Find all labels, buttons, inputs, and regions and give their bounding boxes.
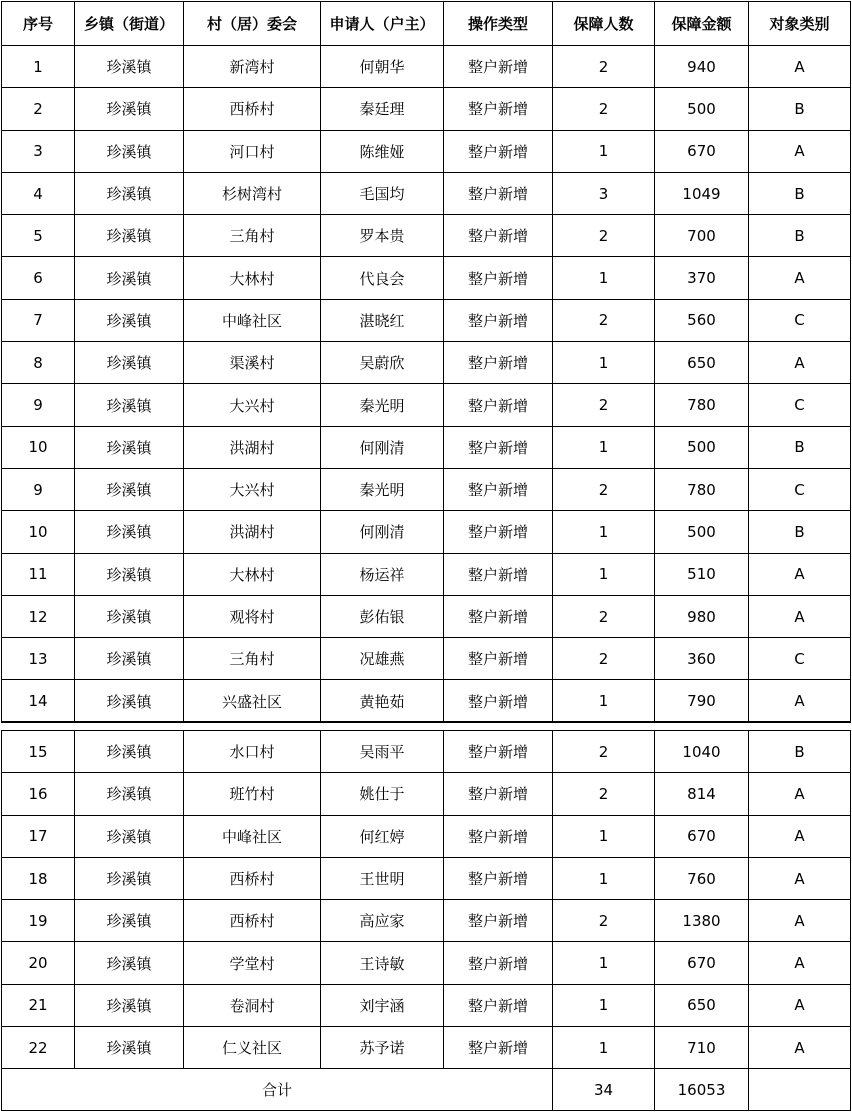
applicant-cell: 秦光明 bbox=[321, 468, 444, 510]
category-cell: A bbox=[749, 553, 851, 595]
operation-cell: 整户新增 bbox=[444, 857, 553, 899]
category-cell: C bbox=[749, 384, 851, 426]
category-cell: C bbox=[749, 468, 851, 510]
seq-cell: 10 bbox=[2, 511, 75, 553]
category-cell: C bbox=[749, 638, 851, 680]
amount-cell: 510 bbox=[655, 553, 749, 595]
operation-cell: 整户新增 bbox=[444, 511, 553, 553]
persons-cell: 1 bbox=[553, 857, 655, 899]
persons-cell: 2 bbox=[553, 46, 655, 88]
applicant-cell: 代良会 bbox=[321, 257, 444, 299]
operation-cell: 整户新增 bbox=[444, 46, 553, 88]
category-cell: A bbox=[749, 595, 851, 637]
applicant-cell: 何刚清 bbox=[321, 426, 444, 468]
applicant-cell: 何刚清 bbox=[321, 511, 444, 553]
persons-cell: 2 bbox=[553, 215, 655, 257]
town-cell: 珍溪镇 bbox=[75, 46, 184, 88]
village-cell: 中峰社区 bbox=[184, 299, 321, 341]
applicant-cell: 姚仕于 bbox=[321, 773, 444, 815]
amount-cell: 1380 bbox=[655, 900, 749, 942]
town-cell: 珍溪镇 bbox=[75, 426, 184, 468]
amount-cell: 780 bbox=[655, 468, 749, 510]
operation-cell: 整户新增 bbox=[444, 384, 553, 426]
category-cell: A bbox=[749, 342, 851, 384]
operation-cell: 整户新增 bbox=[444, 680, 553, 722]
table-row bbox=[2, 468, 851, 510]
village-cell: 学堂村 bbox=[184, 942, 321, 984]
table-row bbox=[2, 815, 851, 857]
table-row bbox=[2, 731, 851, 773]
table-row bbox=[2, 942, 851, 984]
town-cell: 珍溪镇 bbox=[75, 468, 184, 510]
applicant-cell: 吴雨平 bbox=[321, 731, 444, 773]
seq-cell: 3 bbox=[2, 130, 75, 172]
town-cell: 珍溪镇 bbox=[75, 984, 184, 1026]
applicant-cell: 吴蔚欣 bbox=[321, 342, 444, 384]
amount-cell: 700 bbox=[655, 215, 749, 257]
amount-cell: 760 bbox=[655, 857, 749, 899]
town-cell: 珍溪镇 bbox=[75, 680, 184, 722]
applicant-cell: 何红婷 bbox=[321, 815, 444, 857]
applicant-cell: 毛国均 bbox=[321, 172, 444, 214]
applicant-cell: 彭佑银 bbox=[321, 595, 444, 637]
category-cell: A bbox=[749, 1027, 851, 1069]
seq-cell: 14 bbox=[2, 680, 75, 722]
applicant-cell: 王诗敏 bbox=[321, 942, 444, 984]
seq-cell: 2 bbox=[2, 88, 75, 130]
table-row bbox=[2, 638, 851, 680]
applicant-cell: 罗本贵 bbox=[321, 215, 444, 257]
applicant-cell: 黄艳茹 bbox=[321, 680, 444, 722]
operation-cell: 整户新增 bbox=[444, 638, 553, 680]
amount-cell: 1049 bbox=[655, 172, 749, 214]
header-cell: 对象类别 bbox=[749, 2, 851, 46]
amount-cell: 1040 bbox=[655, 731, 749, 773]
seq-cell: 10 bbox=[2, 426, 75, 468]
town-cell: 珍溪镇 bbox=[75, 773, 184, 815]
village-cell: 观将村 bbox=[184, 595, 321, 637]
village-cell: 西桥村 bbox=[184, 88, 321, 130]
village-cell: 大林村 bbox=[184, 553, 321, 595]
seq-cell: 22 bbox=[2, 1027, 75, 1069]
operation-cell: 整户新增 bbox=[444, 815, 553, 857]
operation-cell: 整户新增 bbox=[444, 900, 553, 942]
total-amount: 16053 bbox=[655, 1069, 749, 1111]
seq-cell: 13 bbox=[2, 638, 75, 680]
operation-cell: 整户新增 bbox=[444, 88, 553, 130]
seq-cell: 18 bbox=[2, 857, 75, 899]
operation-cell: 整户新增 bbox=[444, 299, 553, 341]
persons-cell: 1 bbox=[553, 680, 655, 722]
seq-cell: 8 bbox=[2, 342, 75, 384]
table-row bbox=[2, 773, 851, 815]
town-cell: 珍溪镇 bbox=[75, 257, 184, 299]
operation-cell: 整户新增 bbox=[444, 215, 553, 257]
amount-cell: 500 bbox=[655, 426, 749, 468]
table-row bbox=[2, 857, 851, 899]
town-cell: 珍溪镇 bbox=[75, 857, 184, 899]
seq-cell: 15 bbox=[2, 731, 75, 773]
total-category bbox=[749, 1069, 851, 1111]
applicant-cell: 刘宇涵 bbox=[321, 984, 444, 1026]
persons-cell: 2 bbox=[553, 595, 655, 637]
town-cell: 珍溪镇 bbox=[75, 130, 184, 172]
table-row bbox=[2, 172, 851, 214]
allowance-table-part1 bbox=[1, 1, 851, 723]
seq-cell: 6 bbox=[2, 257, 75, 299]
category-cell: B bbox=[749, 172, 851, 214]
table-body-part2 bbox=[2, 731, 851, 1069]
amount-cell: 560 bbox=[655, 299, 749, 341]
persons-cell: 2 bbox=[553, 384, 655, 426]
village-cell: 水口村 bbox=[184, 731, 321, 773]
page-break-divider bbox=[1, 721, 850, 722]
applicant-cell: 秦廷理 bbox=[321, 88, 444, 130]
category-cell: B bbox=[749, 511, 851, 553]
persons-cell: 1 bbox=[553, 511, 655, 553]
village-cell: 大林村 bbox=[184, 257, 321, 299]
table-row bbox=[2, 553, 851, 595]
town-cell: 珍溪镇 bbox=[75, 215, 184, 257]
category-cell: A bbox=[749, 257, 851, 299]
operation-cell: 整户新增 bbox=[444, 468, 553, 510]
amount-cell: 650 bbox=[655, 342, 749, 384]
operation-cell: 整户新增 bbox=[444, 595, 553, 637]
amount-cell: 710 bbox=[655, 1027, 749, 1069]
persons-cell: 3 bbox=[553, 172, 655, 214]
applicant-cell: 杨运祥 bbox=[321, 553, 444, 595]
operation-cell: 整户新增 bbox=[444, 172, 553, 214]
table-row bbox=[2, 1027, 851, 1069]
header-cell: 申请人（户主） bbox=[321, 2, 444, 46]
village-cell: 西桥村 bbox=[184, 857, 321, 899]
seq-cell: 5 bbox=[2, 215, 75, 257]
village-cell: 杉树湾村 bbox=[184, 172, 321, 214]
amount-cell: 360 bbox=[655, 638, 749, 680]
town-cell: 珍溪镇 bbox=[75, 595, 184, 637]
persons-cell: 2 bbox=[553, 900, 655, 942]
applicant-cell: 苏予诺 bbox=[321, 1027, 444, 1069]
applicant-cell: 秦光明 bbox=[321, 384, 444, 426]
amount-cell: 670 bbox=[655, 815, 749, 857]
persons-cell: 1 bbox=[553, 1027, 655, 1069]
seq-cell: 20 bbox=[2, 942, 75, 984]
town-cell: 珍溪镇 bbox=[75, 88, 184, 130]
village-cell: 渠溪村 bbox=[184, 342, 321, 384]
town-cell: 珍溪镇 bbox=[75, 384, 184, 426]
table-row bbox=[2, 384, 851, 426]
applicant-cell: 陈维娅 bbox=[321, 130, 444, 172]
amount-cell: 780 bbox=[655, 384, 749, 426]
persons-cell: 1 bbox=[553, 342, 655, 384]
village-cell: 洪湖村 bbox=[184, 426, 321, 468]
operation-cell: 整户新增 bbox=[444, 342, 553, 384]
category-cell: C bbox=[749, 299, 851, 341]
village-cell: 大兴村 bbox=[184, 384, 321, 426]
town-cell: 珍溪镇 bbox=[75, 299, 184, 341]
village-cell: 班竹村 bbox=[184, 773, 321, 815]
allowance-table-part2 bbox=[1, 730, 851, 1111]
table-row bbox=[2, 680, 851, 722]
operation-cell: 整户新增 bbox=[444, 773, 553, 815]
town-cell: 珍溪镇 bbox=[75, 731, 184, 773]
village-cell: 三角村 bbox=[184, 638, 321, 680]
amount-cell: 670 bbox=[655, 130, 749, 172]
applicant-cell: 王世明 bbox=[321, 857, 444, 899]
seq-cell: 19 bbox=[2, 900, 75, 942]
seq-cell: 16 bbox=[2, 773, 75, 815]
table-row bbox=[2, 342, 851, 384]
category-cell: A bbox=[749, 984, 851, 1026]
village-cell: 卷洞村 bbox=[184, 984, 321, 1026]
town-cell: 珍溪镇 bbox=[75, 815, 184, 857]
category-cell: A bbox=[749, 942, 851, 984]
table-row bbox=[2, 511, 851, 553]
total-persons: 34 bbox=[553, 1069, 655, 1111]
category-cell: B bbox=[749, 426, 851, 468]
operation-cell: 整户新增 bbox=[444, 1027, 553, 1069]
applicant-cell: 况雄燕 bbox=[321, 638, 444, 680]
persons-cell: 2 bbox=[553, 468, 655, 510]
category-cell: A bbox=[749, 900, 851, 942]
seq-cell: 12 bbox=[2, 595, 75, 637]
header-cell: 保障金额 bbox=[655, 2, 749, 46]
operation-cell: 整户新增 bbox=[444, 553, 553, 595]
table-row bbox=[2, 257, 851, 299]
category-cell: A bbox=[749, 46, 851, 88]
seq-cell: 21 bbox=[2, 984, 75, 1026]
village-cell: 新湾村 bbox=[184, 46, 321, 88]
village-cell: 三角村 bbox=[184, 215, 321, 257]
town-cell: 珍溪镇 bbox=[75, 1027, 184, 1069]
applicant-cell: 高应家 bbox=[321, 900, 444, 942]
town-cell: 珍溪镇 bbox=[75, 553, 184, 595]
persons-cell: 1 bbox=[553, 984, 655, 1026]
seq-cell: 9 bbox=[2, 468, 75, 510]
village-cell: 河口村 bbox=[184, 130, 321, 172]
persons-cell: 2 bbox=[553, 638, 655, 680]
village-cell: 兴盛社区 bbox=[184, 680, 321, 722]
operation-cell: 整户新增 bbox=[444, 942, 553, 984]
amount-cell: 980 bbox=[655, 595, 749, 637]
applicant-cell: 湛晓红 bbox=[321, 299, 444, 341]
category-cell: B bbox=[749, 88, 851, 130]
town-cell: 珍溪镇 bbox=[75, 942, 184, 984]
category-cell: B bbox=[749, 731, 851, 773]
table-row bbox=[2, 900, 851, 942]
amount-cell: 814 bbox=[655, 773, 749, 815]
village-cell: 仁义社区 bbox=[184, 1027, 321, 1069]
header-cell: 乡镇（街道） bbox=[75, 2, 184, 46]
header-cell: 村（居）委会 bbox=[184, 2, 321, 46]
town-cell: 珍溪镇 bbox=[75, 172, 184, 214]
seq-cell: 7 bbox=[2, 299, 75, 341]
village-cell: 西桥村 bbox=[184, 900, 321, 942]
amount-cell: 940 bbox=[655, 46, 749, 88]
operation-cell: 整户新增 bbox=[444, 257, 553, 299]
header-cell: 操作类型 bbox=[444, 2, 553, 46]
header-cell: 保障人数 bbox=[553, 2, 655, 46]
operation-cell: 整户新增 bbox=[444, 426, 553, 468]
amount-cell: 500 bbox=[655, 511, 749, 553]
amount-cell: 670 bbox=[655, 942, 749, 984]
town-cell: 珍溪镇 bbox=[75, 511, 184, 553]
seq-cell: 9 bbox=[2, 384, 75, 426]
persons-cell: 1 bbox=[553, 426, 655, 468]
persons-cell: 1 bbox=[553, 553, 655, 595]
seq-cell: 17 bbox=[2, 815, 75, 857]
table-row bbox=[2, 215, 851, 257]
category-cell: A bbox=[749, 815, 851, 857]
header-row bbox=[2, 2, 851, 46]
header-cell: 序号 bbox=[2, 2, 75, 46]
category-cell: A bbox=[749, 773, 851, 815]
town-cell: 珍溪镇 bbox=[75, 342, 184, 384]
table-row bbox=[2, 46, 851, 88]
persons-cell: 2 bbox=[553, 299, 655, 341]
table-row bbox=[2, 984, 851, 1026]
amount-cell: 370 bbox=[655, 257, 749, 299]
seq-cell: 11 bbox=[2, 553, 75, 595]
persons-cell: 1 bbox=[553, 257, 655, 299]
table-row bbox=[2, 299, 851, 341]
persons-cell: 2 bbox=[553, 88, 655, 130]
table-body-part1 bbox=[2, 46, 851, 723]
persons-cell: 1 bbox=[553, 942, 655, 984]
category-cell: A bbox=[749, 680, 851, 722]
seq-cell: 1 bbox=[2, 46, 75, 88]
category-cell: B bbox=[749, 215, 851, 257]
amount-cell: 790 bbox=[655, 680, 749, 722]
operation-cell: 整户新增 bbox=[444, 130, 553, 172]
applicant-cell: 何朝华 bbox=[321, 46, 444, 88]
town-cell: 珍溪镇 bbox=[75, 638, 184, 680]
table-row bbox=[2, 88, 851, 130]
category-cell: A bbox=[749, 130, 851, 172]
category-cell: A bbox=[749, 857, 851, 899]
table-row bbox=[2, 595, 851, 637]
persons-cell: 1 bbox=[553, 130, 655, 172]
total-row bbox=[2, 1069, 851, 1111]
persons-cell: 1 bbox=[553, 815, 655, 857]
operation-cell: 整户新增 bbox=[444, 984, 553, 1026]
amount-cell: 650 bbox=[655, 984, 749, 1026]
total-label: 合计 bbox=[2, 1069, 553, 1111]
village-cell: 中峰社区 bbox=[184, 815, 321, 857]
village-cell: 洪湖村 bbox=[184, 511, 321, 553]
seq-cell: 4 bbox=[2, 172, 75, 214]
table-row bbox=[2, 426, 851, 468]
persons-cell: 2 bbox=[553, 773, 655, 815]
persons-cell: 2 bbox=[553, 731, 655, 773]
operation-cell: 整户新增 bbox=[444, 731, 553, 773]
village-cell: 大兴村 bbox=[184, 468, 321, 510]
town-cell: 珍溪镇 bbox=[75, 900, 184, 942]
table-row bbox=[2, 130, 851, 172]
amount-cell: 500 bbox=[655, 88, 749, 130]
